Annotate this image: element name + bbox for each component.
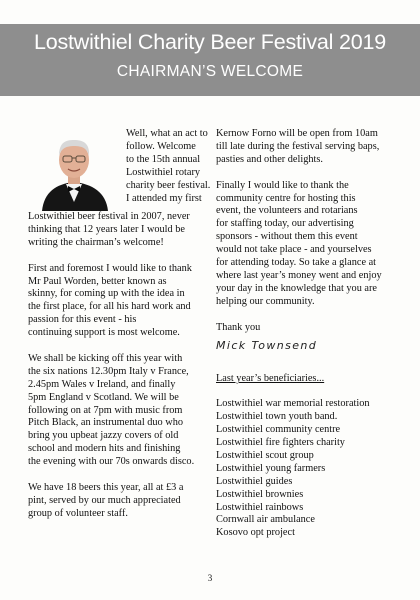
text-line: bring you upbeat jazzy covers of old — [28, 430, 179, 442]
text-line: follow. Welcome — [126, 140, 196, 152]
text-line: Pitch Black, an instrumental duo who — [28, 417, 184, 429]
list-item: Kosovo opt project — [216, 527, 295, 539]
list-item: Lostwithiel fire fighters charity — [216, 437, 345, 448]
page-subtitle: CHAIRMAN’S WELCOME — [116, 63, 304, 80]
text-line: We have 18 beers this year, all at £3 a — [28, 481, 184, 493]
text-line: to the 15th annual — [126, 153, 201, 165]
right-column — [216, 128, 396, 540]
list-item: Cornwall air ambulance — [216, 514, 315, 526]
text-line: Well, what an act to — [126, 128, 208, 139]
text-line: continuing support is most welcome. — [28, 327, 180, 339]
left-column — [28, 128, 214, 534]
text-line: community centre for hosting this — [216, 192, 356, 204]
text-line: First and foremost I would like to thank — [28, 262, 192, 274]
food-paragraph — [216, 128, 396, 167]
text-line: Lostwithiel rotary — [126, 166, 201, 178]
text-line: pasties and other delights. — [216, 153, 323, 165]
text-line: till late during the festival serving baps, — [216, 140, 380, 152]
text-line: for staffing today, our advertising — [216, 218, 354, 230]
text-line: Lostwithiel beer festival in 2007, never — [28, 211, 190, 222]
text-line: pint, served by our much appreciated — [28, 494, 181, 506]
text-line: Kernow Forno will be open from 10am — [216, 128, 378, 139]
list-item: Lostwithiel scout group — [216, 449, 314, 461]
text-line: Mr Paul Worden, better known as — [28, 275, 167, 287]
text-line: thinking that 12 years later I would be — [28, 223, 185, 235]
page-number: 3 — [207, 573, 213, 583]
header-banner — [0, 24, 420, 96]
page-title: Lostwithiel Charity Beer Festival 2019 — [33, 30, 387, 54]
text-line: Finally I would like to thank the — [216, 179, 349, 191]
text-line: We shall be kicking off this year with — [28, 352, 183, 364]
text-line: charity beer festival. — [126, 179, 211, 191]
list-item: Lostwithiel young farmers — [216, 462, 326, 474]
signature: Mick Townsend — [216, 339, 318, 353]
schedule-paragraph — [28, 353, 214, 469]
text-line: the six nations 12.30pm Italy v France, — [28, 365, 189, 377]
text-line: school and modern hits and finishing — [28, 443, 181, 455]
thanks-paul-paragraph — [28, 263, 214, 340]
text-line: writing the chairman’s welcome! — [28, 236, 164, 248]
list-item: Lostwithiel war memorial restoration — [216, 398, 370, 410]
list-item: Lostwithiel town youth band. — [216, 411, 338, 423]
text-line: passion for this event - his — [28, 314, 137, 326]
list-item: Lostwithiel rainbows — [216, 501, 304, 513]
beneficiaries-heading: Last year’s beneficiaries... — [216, 373, 325, 385]
text-line: your day in the knowledge that you are — [216, 282, 377, 294]
chairman-portrait-image — [28, 128, 120, 211]
text-line: I attended my first — [126, 192, 202, 204]
beneficiaries-list — [216, 398, 396, 540]
list-item: Lostwithiel guides — [216, 475, 293, 487]
thanks-community-paragraph — [216, 180, 396, 309]
list-item: Lostwithiel community centre — [216, 424, 341, 436]
beers-paragraph — [28, 482, 214, 521]
text-line: sponsors - without them this event — [216, 231, 358, 243]
list-item: Lostwithiel brownies — [216, 488, 304, 500]
text-line: for attending today. So take a glance at — [216, 257, 377, 269]
text-line: event, the volunteers and rotarians — [216, 205, 358, 217]
text-line: helping our community. — [216, 295, 315, 307]
text-line: the evening with our 70s onwards disco. — [28, 456, 195, 468]
text-line: where last year’s money went and enjoy — [216, 269, 382, 281]
text-line: the first place, for all his hard work and — [28, 301, 191, 313]
text-line: 2.45pm Wales v Ireland, and finally — [28, 378, 176, 390]
chairman-photo — [28, 128, 120, 211]
text-line: group of volunteer staff. — [28, 507, 128, 519]
thank-you-text: Thank you — [216, 321, 261, 333]
text-line: would not take place - and yourselves — [216, 244, 372, 256]
text-line: skinny, for coming up with the idea in — [28, 288, 185, 300]
text-line: 5pm England v Scotland. We will be — [28, 391, 179, 403]
text-line: following on at 7pm with music from — [28, 404, 183, 416]
